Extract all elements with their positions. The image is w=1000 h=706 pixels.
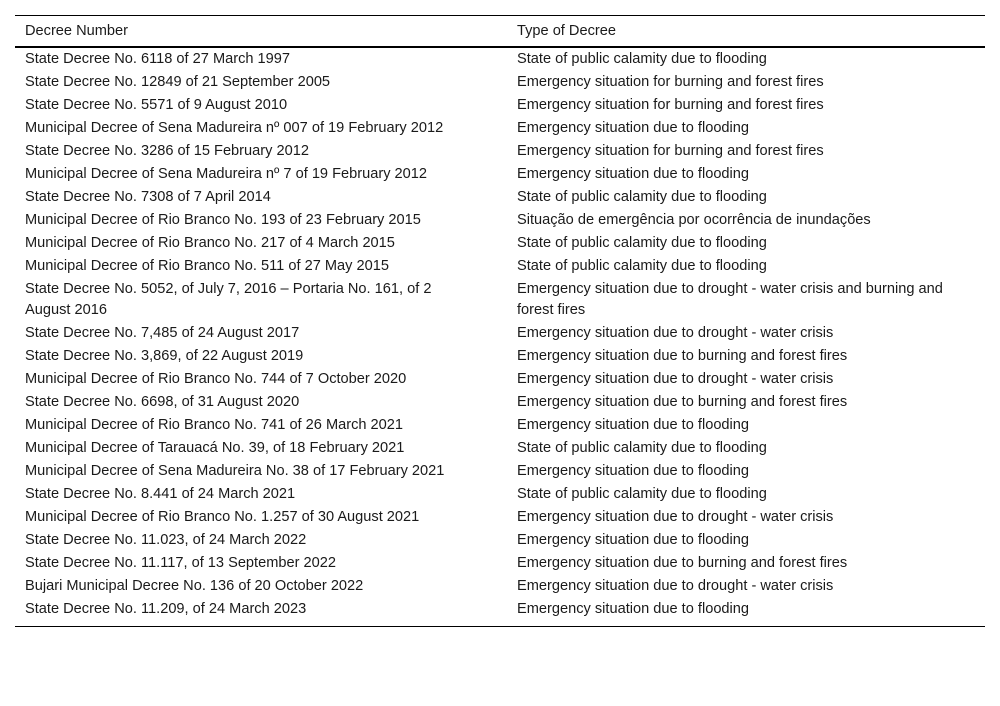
- decree-type-cell-text: State of public calamity due to flooding: [517, 189, 767, 205]
- decree-type-cell-text: Emergency situation due to flooding: [517, 532, 750, 548]
- decree-number-cell-text: State Decree No. 5571 of 9 August 2010: [25, 97, 288, 113]
- table-row: [15, 345, 985, 368]
- decree-number-cell: [15, 186, 507, 209]
- header-decree-number: Decree Number: [25, 23, 129, 39]
- header-row: [15, 16, 985, 48]
- decree-type-cell: [507, 186, 985, 209]
- header-type-of-decree: Type of Decree: [517, 23, 616, 39]
- decree-type-cell: [507, 414, 985, 437]
- decree-number-cell-text: Bujari Municipal Decree No. 136 of 20 October 2022: [25, 578, 364, 594]
- decree-type-cell: [507, 232, 985, 255]
- decree-number-cell-text: State Decree No. 3,869, of 22 August 2019: [25, 348, 304, 364]
- decree-number-cell-text: State Decree No. 12849 of 21 September 2005: [25, 74, 331, 90]
- decree-number-cell-text: State Decree No. 7308 of 7 April 2014: [25, 189, 271, 205]
- decree-type-cell-text: Emergency situation for burning and forest fires: [517, 74, 824, 90]
- table-row: [15, 255, 985, 278]
- table-row: [15, 209, 985, 232]
- table-row: [15, 47, 985, 71]
- decree-type-cell-text: State of public calamity due to flooding: [517, 440, 767, 456]
- decree-number-cell: [15, 209, 507, 232]
- decree-number-cell-text: Municipal Decree of Rio Branco No. 511 of 27 May 2015: [25, 258, 389, 274]
- table-header: [15, 16, 985, 48]
- decree-table: [15, 15, 985, 627]
- decree-number-cell-text: State Decree No. 11.117, of 13 September 2022: [25, 555, 336, 571]
- decree-number-cell: [15, 47, 507, 71]
- decree-type-cell-text: Emergency situation due to flooding: [517, 120, 750, 136]
- decree-type-cell: [507, 506, 985, 529]
- decree-type-cell: [507, 391, 985, 414]
- table-row: [15, 322, 985, 345]
- table-row: [15, 232, 985, 255]
- decree-number-cell: [15, 460, 507, 483]
- table-row: [15, 598, 985, 627]
- decree-number-cell: [15, 414, 507, 437]
- decree-type-cell-text: Emergency situation due to burning and forest fires: [517, 555, 848, 571]
- decree-type-cell-text: Emergency situation due to drought - water crisis: [517, 578, 834, 594]
- table-row: [15, 71, 985, 94]
- table-row: [15, 437, 985, 460]
- decree-type-cell: [507, 322, 985, 345]
- decree-number-cell: [15, 71, 507, 94]
- decree-type-cell: [507, 575, 985, 598]
- table-body: [15, 47, 985, 627]
- decree-number-cell-text: Municipal Decree of Rio Branco No. 741 of 26 March 2021: [25, 417, 404, 433]
- decree-number-cell-text: State Decree No. 6698, of 31 August 2020: [25, 394, 300, 410]
- decree-type-cell: [507, 117, 985, 140]
- decree-type-cell: [507, 437, 985, 460]
- decree-number-cell: [15, 552, 507, 575]
- decree-type-cell: [507, 278, 985, 322]
- decree-type-cell-text: State of public calamity due to flooding: [517, 51, 767, 67]
- decree-type-cell-text: Emergency situation due to drought - water crisis: [517, 325, 834, 341]
- decree-type-cell-text: Emergency situation for burning and forest fires: [517, 97, 824, 113]
- decree-type-cell-text: Emergency situation due to drought - water crisis and burning and forest fires: [517, 281, 943, 318]
- decree-number-cell: [15, 117, 507, 140]
- table-row: [15, 368, 985, 391]
- decree-type-cell-text: Emergency situation due to flooding: [517, 166, 750, 182]
- decree-number-cell-text: Municipal Decree of Tarauacá No. 39, of 18 February 2021: [25, 440, 405, 456]
- decree-type-cell: [507, 94, 985, 117]
- decree-number-cell: [15, 140, 507, 163]
- decree-type-cell: [507, 140, 985, 163]
- decree-type-cell-text: Emergency situation due to flooding: [517, 601, 750, 617]
- decree-number-cell: [15, 598, 507, 627]
- decree-type-cell-text: Emergency situation due to burning and forest fires: [517, 394, 848, 410]
- decree-number-cell-text: State Decree No. 5052, of July 7, 2016 – Portaria No. 161, of 2 August 2016: [25, 281, 432, 318]
- table-row: [15, 140, 985, 163]
- table-row: [15, 460, 985, 483]
- decree-number-cell: [15, 322, 507, 345]
- decree-number-cell-text: State Decree No. 8.441 of 24 March 2021: [25, 486, 296, 502]
- decree-number-cell-text: State Decree No. 11.209, of 24 March 2023: [25, 601, 307, 617]
- decree-number-cell: [15, 529, 507, 552]
- decree-number-cell-text: Municipal Decree of Rio Branco No. 217 of 4 March 2015: [25, 235, 395, 251]
- decree-type-cell-text: State of public calamity due to flooding: [517, 258, 767, 274]
- decree-number-cell-text: Municipal Decree of Sena Madureira nº 007 of 19 February 2012: [25, 120, 444, 136]
- decree-type-cell-text: Emergency situation due to flooding: [517, 417, 750, 433]
- decree-number-cell-text: Municipal Decree of Sena Madureira nº 7 of 19 February 2012: [25, 166, 428, 182]
- decree-type-cell-text: Emergency situation due to burning and forest fires: [517, 348, 848, 364]
- decree-number-cell: [15, 437, 507, 460]
- decree-type-cell-text: Emergency situation for burning and forest fires: [517, 143, 824, 159]
- decree-type-cell: [507, 209, 985, 232]
- decree-type-cell: [507, 460, 985, 483]
- decree-type-cell-text: Emergency situation due to drought - water crisis: [517, 509, 834, 525]
- table-row: [15, 278, 985, 322]
- decree-type-cell-text: State of public calamity due to flooding: [517, 486, 767, 502]
- decree-type-cell: [507, 552, 985, 575]
- table-row: [15, 391, 985, 414]
- decree-number-cell: [15, 255, 507, 278]
- decree-type-cell-text: State of public calamity due to flooding: [517, 235, 767, 251]
- decree-type-cell: [507, 529, 985, 552]
- decree-number-cell: [15, 232, 507, 255]
- decree-number-cell: [15, 163, 507, 186]
- table-row: [15, 483, 985, 506]
- table-row: [15, 117, 985, 140]
- decree-number-cell: [15, 345, 507, 368]
- decree-type-cell: [507, 47, 985, 71]
- decree-number-cell: [15, 368, 507, 391]
- decree-type-cell: [507, 345, 985, 368]
- decree-type-cell: [507, 255, 985, 278]
- decree-number-cell: [15, 278, 507, 322]
- decree-number-cell-text: Municipal Decree of Rio Branco No. 744 of 7 October 2020: [25, 371, 407, 387]
- decree-type-cell: [507, 483, 985, 506]
- decree-number-cell-text: State Decree No. 11.023, of 24 March 2022: [25, 532, 307, 548]
- decree-type-cell: [507, 163, 985, 186]
- table-row: [15, 552, 985, 575]
- decree-number-cell-text: State Decree No. 3286 of 15 February 2012: [25, 143, 309, 159]
- decree-number-cell: [15, 94, 507, 117]
- decree-type-cell-text: Emergency situation due to drought - water crisis: [517, 371, 834, 387]
- decree-type-cell: [507, 598, 985, 627]
- table-row: [15, 163, 985, 186]
- decree-number-cell-text: State Decree No. 7,485 of 24 August 2017: [25, 325, 300, 341]
- decree-number-cell-text: State Decree No. 6118 of 27 March 1997: [25, 51, 291, 67]
- decree-number-cell-text: Municipal Decree of Rio Branco No. 193 of 23 February 2015: [25, 212, 421, 228]
- table-row: [15, 94, 985, 117]
- decree-number-cell: [15, 575, 507, 598]
- decree-type-cell: [507, 71, 985, 94]
- decree-type-cell-text: Emergency situation due to flooding: [517, 463, 750, 479]
- decree-number-cell: [15, 483, 507, 506]
- decree-number-cell-text: Municipal Decree of Rio Branco No. 1.257 of 30 August 2021: [25, 509, 420, 525]
- decree-number-cell-text: Municipal Decree of Sena Madureira No. 38 of 17 February 2021: [25, 463, 445, 479]
- table-row: [15, 186, 985, 209]
- table-row: [15, 414, 985, 437]
- decree-number-cell: [15, 391, 507, 414]
- table-row: [15, 529, 985, 552]
- table-row: [15, 575, 985, 598]
- decree-type-cell-text: Situação de emergência por ocorrência de inundações: [517, 212, 871, 228]
- decree-type-cell: [507, 368, 985, 391]
- table-row: [15, 506, 985, 529]
- decree-number-cell: [15, 506, 507, 529]
